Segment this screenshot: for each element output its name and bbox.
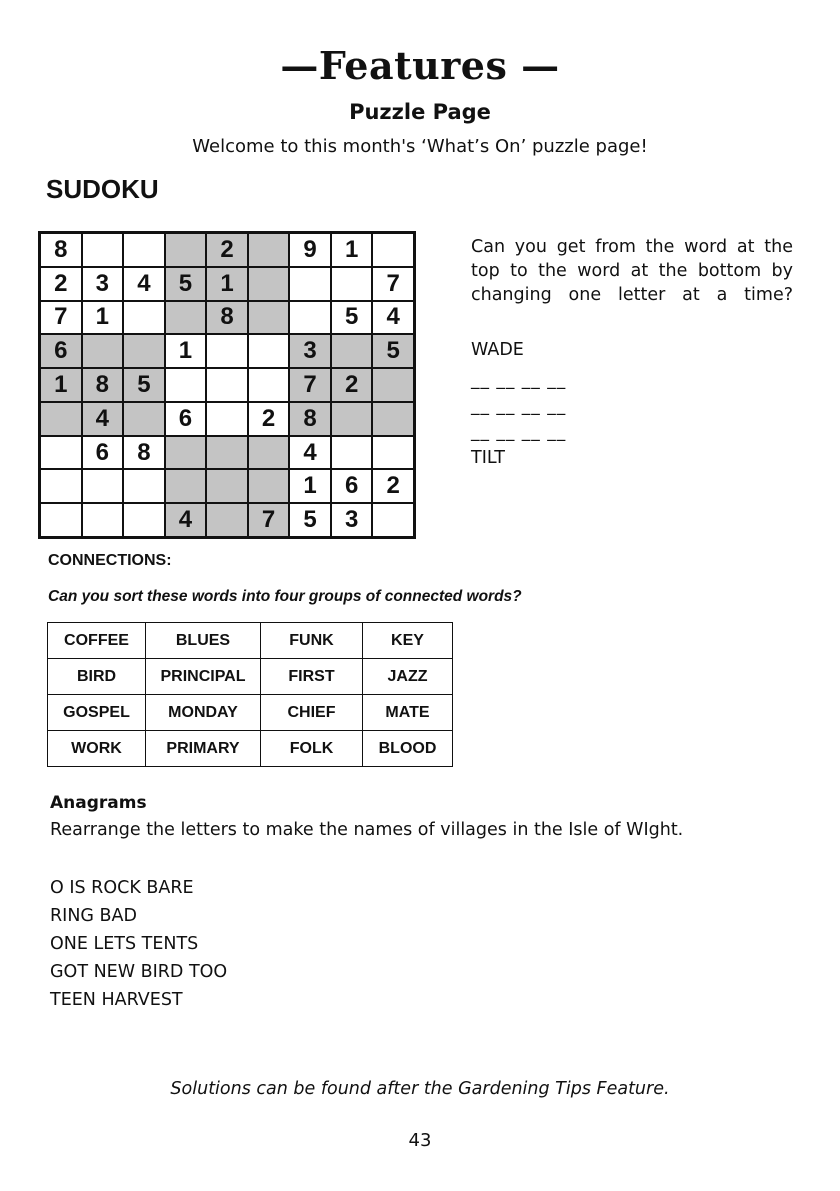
page-number: 43	[408, 1130, 432, 1151]
word-ladder-question: Can you get from the word at the top to the word at the bottom by changing one letter at a time?	[471, 237, 793, 305]
connections-word: FUNK	[261, 623, 363, 659]
connections-word: BLOOD	[363, 731, 453, 767]
connections-title: CONNECTIONS:	[48, 552, 172, 569]
sudoku-cell: 7	[289, 368, 331, 402]
sudoku-cell	[123, 503, 165, 537]
sudoku-cell: 5	[372, 334, 414, 368]
sudoku-cell: 2	[206, 233, 248, 267]
sudoku-cell	[248, 301, 290, 335]
sudoku-cell: 4	[289, 436, 331, 470]
word-ladder-blank-line: __ __ __ __	[471, 422, 567, 442]
sudoku-cell	[82, 503, 124, 537]
sudoku-cell	[248, 436, 290, 470]
anagram-item: O IS ROCK BARE	[50, 878, 194, 898]
connections-row	[48, 659, 453, 695]
sudoku-cell	[165, 301, 207, 335]
sudoku-cell	[372, 233, 414, 267]
sudoku-cell	[206, 334, 248, 368]
sudoku-cell: 7	[40, 301, 82, 335]
sudoku-cell: 2	[40, 267, 82, 301]
connections-word: COFFEE	[48, 623, 146, 659]
sudoku-cell	[40, 503, 82, 537]
sudoku-cell	[289, 301, 331, 335]
sudoku-cell	[331, 267, 373, 301]
sudoku-cell: 8	[40, 233, 82, 267]
sudoku-cell: 4	[165, 503, 207, 537]
connections-word: MATE	[363, 695, 453, 731]
connections-row	[48, 731, 453, 767]
sudoku-cell: 7	[248, 503, 290, 537]
anagrams-title: Anagrams	[50, 793, 147, 813]
sudoku-cell	[331, 334, 373, 368]
anagrams-instruction: Rearrange the letters to make the names of villages in the Isle of WIght.	[50, 820, 684, 840]
sudoku-cell	[82, 233, 124, 267]
connections-word: FOLK	[261, 731, 363, 767]
connections-word: BLUES	[146, 623, 261, 659]
sudoku-cell: 6	[331, 469, 373, 503]
sudoku-cell: 3	[82, 267, 124, 301]
sudoku-cell: 2	[372, 469, 414, 503]
connections-word: BIRD	[48, 659, 146, 695]
sudoku-cell: 1	[165, 334, 207, 368]
connections-row	[48, 695, 453, 731]
sudoku-cell	[372, 503, 414, 537]
sudoku-cell: 4	[123, 267, 165, 301]
anagram-item: TEEN HARVEST	[50, 990, 183, 1010]
page-title: —Features —	[280, 43, 560, 88]
sudoku-cell: 1	[206, 267, 248, 301]
connections-table	[47, 622, 453, 767]
connections-word: KEY	[363, 623, 453, 659]
sudoku-cell	[331, 402, 373, 436]
sudoku-cell: 8	[123, 436, 165, 470]
word-ladder-blank-line: __ __ __ __	[471, 396, 567, 416]
sudoku-cell	[123, 334, 165, 368]
sudoku-cell: 5	[331, 301, 373, 335]
anagram-list	[50, 874, 227, 1014]
sudoku-cell: 7	[372, 267, 414, 301]
sudoku-cell	[248, 368, 290, 402]
sudoku-cell: 1	[82, 301, 124, 335]
sudoku-cell: 5	[123, 368, 165, 402]
page-subtitle: Puzzle Page	[349, 100, 491, 124]
connections-row	[48, 623, 453, 659]
sudoku-cell	[372, 436, 414, 470]
sudoku-grid	[38, 231, 416, 539]
connections-word: FIRST	[261, 659, 363, 695]
sudoku-cell: 6	[165, 402, 207, 436]
sudoku-cell	[123, 469, 165, 503]
sudoku-cell: 1	[289, 469, 331, 503]
sudoku-cell: 6	[40, 334, 82, 368]
sudoku-cell: 5	[289, 503, 331, 537]
solutions-note: Solutions can be found after the Gardening Tips Feature.	[170, 1079, 670, 1099]
sudoku-cell	[206, 368, 248, 402]
sudoku-cell	[248, 469, 290, 503]
sudoku-cell	[40, 436, 82, 470]
word-ladder-end-word: TILT	[471, 448, 505, 468]
sudoku-cell: 2	[331, 368, 373, 402]
sudoku-cell: 6	[82, 436, 124, 470]
sudoku-cell	[165, 469, 207, 503]
sudoku-cell	[206, 503, 248, 537]
sudoku-cell	[165, 368, 207, 402]
sudoku-title: SUDOKU	[46, 174, 159, 204]
sudoku-cell	[123, 402, 165, 436]
connections-question: Can you sort these words into four groups of connected words?	[48, 588, 522, 605]
sudoku-cell	[165, 233, 207, 267]
intro-text: Welcome to this month's ‘What’s On’ puzzle page!	[192, 136, 648, 157]
sudoku-cell	[206, 469, 248, 503]
connections-word: GOSPEL	[48, 695, 146, 731]
anagram-item: ONE LETS TENTS	[50, 934, 199, 954]
sudoku-cell	[248, 233, 290, 267]
word-ladder-start-word: WADE	[471, 340, 524, 360]
sudoku-cell: 4	[372, 301, 414, 335]
sudoku-cell: 8	[82, 368, 124, 402]
anagram-item: RING BAD	[50, 906, 137, 926]
sudoku-cell: 9	[289, 233, 331, 267]
sudoku-cell: 8	[206, 301, 248, 335]
sudoku-cell	[248, 267, 290, 301]
sudoku-cell: 2	[248, 402, 290, 436]
anagram-item: GOT NEW BIRD TOO	[50, 962, 228, 982]
sudoku-cell: 1	[40, 368, 82, 402]
connections-word: JAZZ	[363, 659, 453, 695]
word-ladder-blank-line: __ __ __ __	[471, 370, 567, 390]
sudoku-cell	[248, 334, 290, 368]
sudoku-cell	[289, 267, 331, 301]
sudoku-cell: 4	[82, 402, 124, 436]
connections-word: PRIMARY	[146, 731, 261, 767]
sudoku-cell	[331, 436, 373, 470]
sudoku-cell	[82, 469, 124, 503]
connections-word: WORK	[48, 731, 146, 767]
connections-word: PRINCIPAL	[146, 659, 261, 695]
sudoku-cell	[123, 233, 165, 267]
sudoku-cell	[372, 368, 414, 402]
connections-word: MONDAY	[146, 695, 261, 731]
sudoku-cell	[165, 436, 207, 470]
connections-word: CHIEF	[261, 695, 363, 731]
sudoku-cell	[82, 334, 124, 368]
sudoku-cell	[372, 402, 414, 436]
sudoku-cell	[40, 402, 82, 436]
sudoku-cell: 8	[289, 402, 331, 436]
sudoku-cell	[206, 402, 248, 436]
sudoku-cell	[206, 436, 248, 470]
sudoku-cell: 1	[331, 233, 373, 267]
sudoku-cell: 3	[289, 334, 331, 368]
sudoku-cell	[123, 301, 165, 335]
sudoku-cell: 5	[165, 267, 207, 301]
sudoku-cell	[40, 469, 82, 503]
sudoku-cell: 3	[331, 503, 373, 537]
